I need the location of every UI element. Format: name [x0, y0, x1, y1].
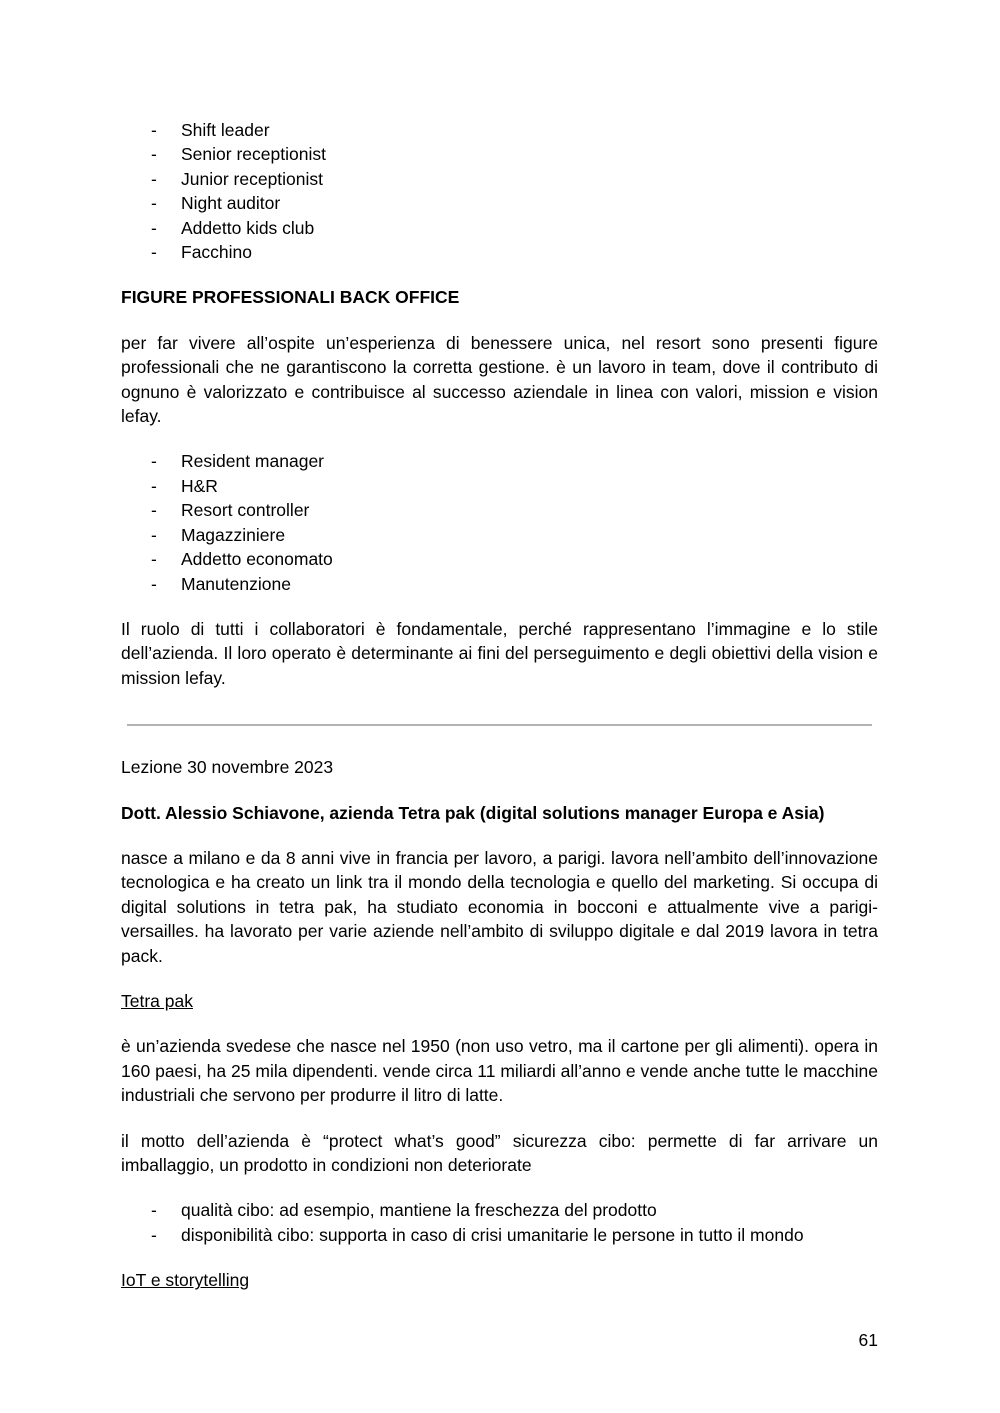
list-item-text: disponibilità cibo: supporta in caso di crisi umanitarie le persone in tutto il mondo [181, 1224, 804, 1245]
list-item-text: Addetto economato [181, 549, 333, 570]
list-item [121, 1198, 878, 1222]
bullet-dash: - [151, 524, 157, 545]
lesson-date: Lezione 30 novembre 2023 [121, 757, 334, 778]
bullet-dash: - [151, 475, 157, 496]
list-item-text: Junior receptionist [181, 168, 324, 189]
list-item [121, 572, 878, 596]
list-item-text: Senior receptionist [181, 144, 326, 165]
list-item [121, 191, 878, 215]
list-item [121, 474, 878, 498]
list-item-text: Shift leader [181, 120, 270, 140]
bullet-dash: - [151, 451, 157, 472]
back-office-paragraph: per far vivere all’ospite un’esperienza di benessere unica, nel resort sono presenti figure professionali che ne garantiscono la corretta gestione. è un lavoro in team, dove il contributo di ognuno è valorizzato e contribuisce al successo aziendale in linea con valori, mission e vision lefay. [121, 332, 878, 427]
list-item [121, 216, 878, 240]
bullet-dash: - [151, 217, 157, 238]
list-item [121, 240, 878, 264]
collaboratori-paragraph: Il ruolo di tutti i collaboratori è fondamentale, perché rappresentano l’immagine e lo stile dell’azienda. Il loro operato è determinante ai fini del perseguimento e degli obiettivi della vision e mission lefay. [121, 618, 878, 688]
list-item [121, 142, 878, 166]
list-item [121, 523, 878, 547]
list-item [121, 167, 878, 191]
list-item [121, 449, 878, 473]
list-item-text: Night auditor [181, 193, 281, 214]
bullet-dash: - [151, 549, 157, 570]
bullet-dash: - [151, 242, 157, 263]
list-item [121, 118, 878, 142]
back-office-roles-list [121, 449, 878, 595]
list-item-text: H&R [181, 475, 218, 496]
bullet-dash: - [151, 168, 157, 189]
list-item-text: Resident manager [181, 451, 324, 472]
bullet-dash: - [151, 1200, 157, 1221]
back-office-heading: FIGURE PROFESSIONALI BACK OFFICE [121, 287, 460, 308]
motto-list [121, 1198, 878, 1247]
tetra-pak-subheading: Tetra pak [121, 990, 193, 1011]
bullet-dash: - [151, 120, 157, 140]
list-item [121, 1223, 878, 1247]
list-item-text: Resort controller [181, 500, 310, 521]
bullet-dash: - [151, 573, 157, 594]
front-office-roles-list [121, 118, 878, 264]
bullet-dash: - [151, 193, 157, 214]
bullet-dash: - [151, 500, 157, 521]
list-item-text: Manutenzione [181, 573, 291, 594]
list-item-text: Facchino [181, 242, 253, 263]
list-item [121, 547, 878, 571]
list-item [121, 498, 878, 522]
section-divider [127, 724, 872, 726]
list-item-text: Addetto kids club [181, 217, 315, 238]
speaker-paragraph: nasce a milano e da 8 anni vive in francia per lavoro, a parigi. lavora nell’ambito dell’innovazione tecnologica e ha creato un link tra il mondo della tecnologia e quello del marketing. Si occupa di digital solutions in tetra pak, ha studiato economia in bocconi e attualmente vive a parigi-versailles. ha lavorato per varie aziende nell’ambito di sviluppo digitale e dal 2019 lavora in tetra pack. [121, 847, 878, 966]
motto-paragraph: il motto dell’azienda è “protect what’s good” sicurezza cibo: permette di far arrivare un imballaggio, un prodotto in condizioni non deteriorate [121, 1130, 878, 1175]
page-content [121, 118, 878, 1293]
speaker-heading: Dott. Alessio Schiavone, azienda Tetra pak (digital solutions manager Europa e Asia) [121, 802, 825, 823]
list-item-text: qualità cibo: ad esempio, mantiene la freschezza del prodotto [181, 1200, 657, 1221]
bullet-dash: - [151, 144, 157, 165]
tetra-pak-paragraph: è un’azienda svedese che nasce nel 1950 (non uso vetro, ma il cartone per gli alimenti). opera in 160 paesi, ha 25 mila dipendenti. vende circa 11 miliardi all’anno e vende anche tutte le macchine industriali che servono per produrre il litro di latte. [121, 1036, 878, 1106]
iot-subheading: IoT e storytelling [121, 1270, 250, 1291]
bullet-dash: - [151, 1224, 157, 1245]
list-item-text: Magazziniere [181, 524, 286, 545]
page-number: 61 [858, 1330, 878, 1350]
